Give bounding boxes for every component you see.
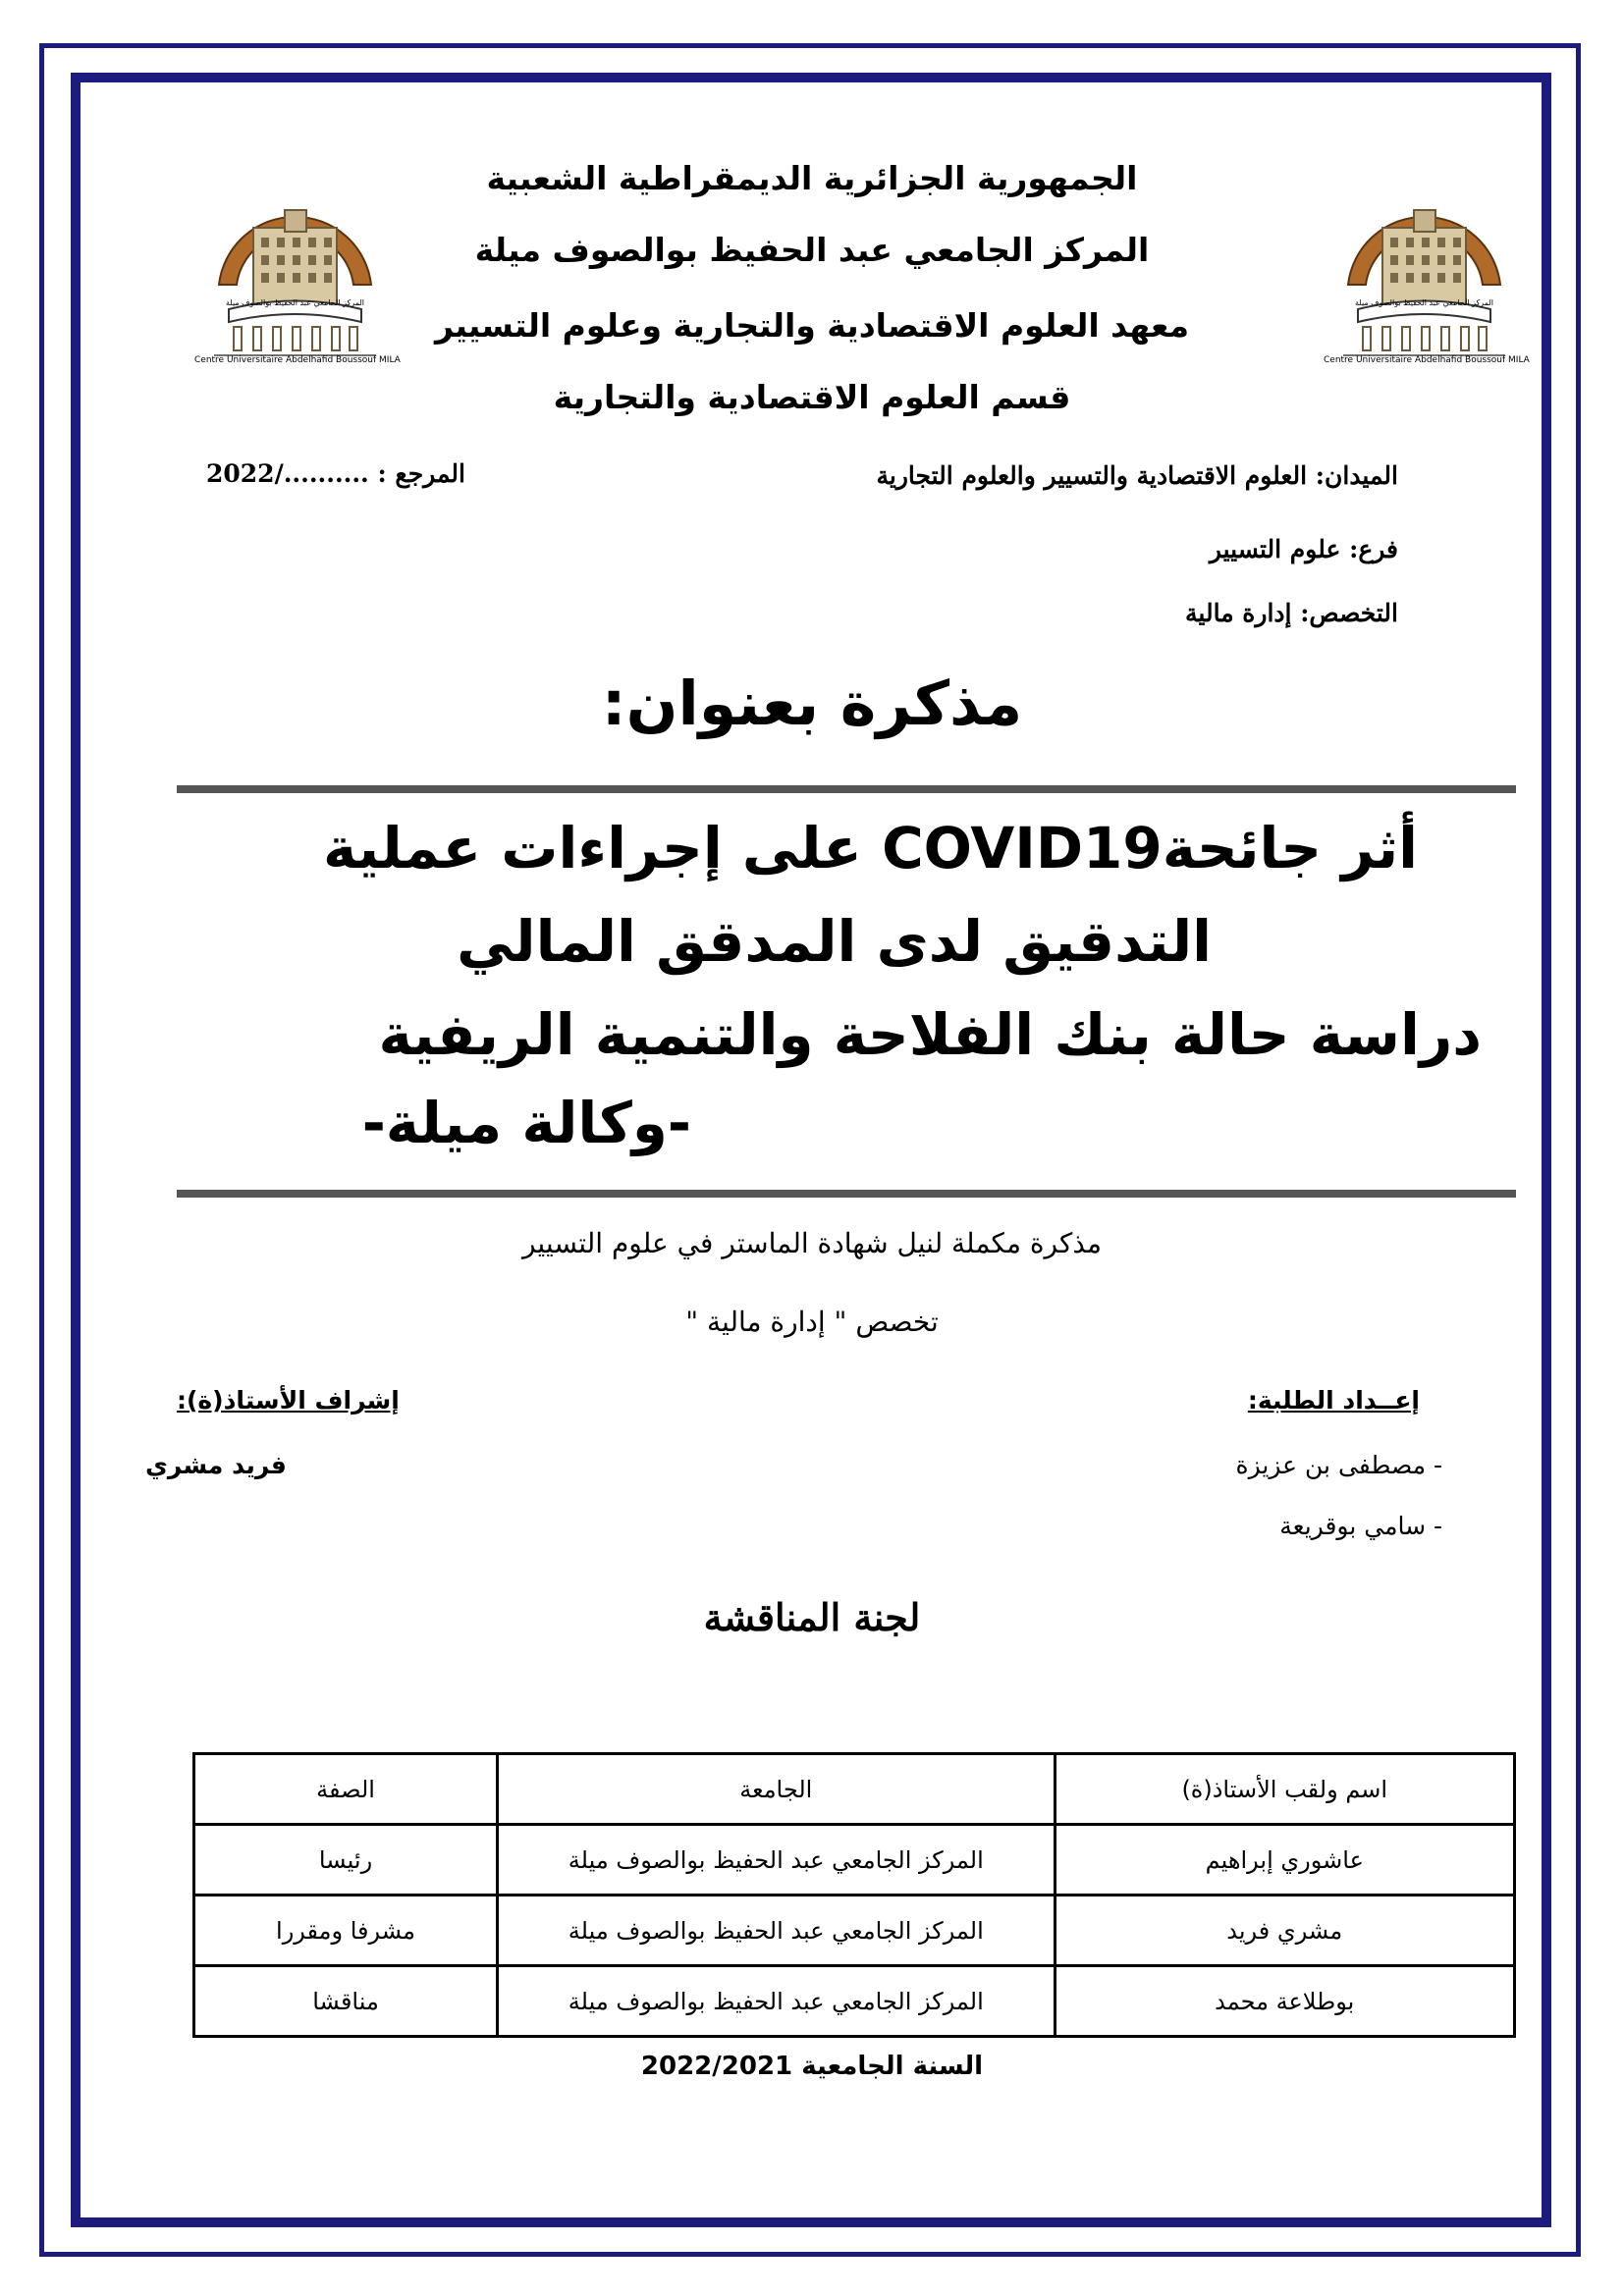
student-name: - سامي بوقريعة (1279, 1512, 1442, 1540)
cell-university: المركز الجامعي عبد الحفيظ بوالصوف ميلة (498, 1825, 1055, 1896)
cell-professor-name: عاشوري إبراهيم (1055, 1825, 1515, 1896)
title-rule-top (177, 785, 1516, 793)
supervisor-label: إشراف الأستاذ(ة): (177, 1386, 400, 1415)
logo-right-caption: Centre Universitaire Abdelhafid Boussouf MILA (1324, 355, 1530, 365)
university-logo-right (1324, 167, 1530, 368)
cell-role: رئيسا (194, 1825, 498, 1896)
cell-university: المركز الجامعي عبد الحفيظ بوالصوف ميلة (498, 1966, 1055, 2037)
cell-university: المركز الجامعي عبد الحفيظ بوالصوف ميلة (498, 1896, 1055, 1966)
university-logo-right-graphic (1324, 167, 1530, 368)
cell-professor-name: بوطلاعة محمد (1055, 1966, 1515, 2037)
complement-specialty: تخصص " إدارة مالية " (685, 1306, 939, 1338)
header-department: قسم العلوم الاقتصادية والتجارية (553, 378, 1071, 416)
committee-title: لجنة المناقشة (703, 1595, 921, 1639)
table-row (194, 1825, 1515, 1896)
jury-table-header (194, 1754, 1515, 1825)
logo-right-banner: المركز الجامعي عبد الحفيظ بوالصوف ميلة (1355, 298, 1493, 307)
logo-left-caption: Centre Universitaire Abdelhafid Boussouf MILA (194, 355, 401, 365)
meta-specialty: التخصص: إدارة مالية (1185, 599, 1398, 627)
subject-line-1: أثر جائحةCOVID19 على إجراءات عملية (323, 815, 1418, 881)
complement-degree: مذكرة مكملة لنيل شهادة الماستر في علوم التسيير (521, 1227, 1103, 1259)
header-republic: الجمهورية الجزائرية الديمقراطية الشعبية (486, 159, 1138, 197)
cell-role: مشرفا ومقررا (194, 1896, 498, 1966)
jury-table (192, 1752, 1516, 2038)
supervisor-name: فريد مشري (145, 1451, 287, 1479)
header-role: الصفة (194, 1754, 498, 1825)
students-label: إعــداد الطلبة: (1247, 1386, 1420, 1415)
academic-year: السنة الجامعية 2022/2021 (640, 2052, 984, 2081)
table-row (194, 1966, 1515, 2037)
student-name: - مصطفى بن عزيزة (1235, 1451, 1442, 1479)
subject-line-3: دراسة حالة بنك الفلاحة والتنمية الريفية (378, 1001, 1482, 1068)
university-logo-left-graphic (194, 167, 401, 368)
memo-title-label: مذكرة بعنوان: (601, 667, 1023, 739)
meta-reference: المرجع : ........../2022 (206, 459, 465, 488)
header-university: الجامعة (498, 1754, 1055, 1825)
subject-line-2: التدقيق لدى المدقق المالي (457, 908, 1212, 975)
header-center: المركز الجامعي عبد الحفيظ بوالصوف ميلة (474, 231, 1150, 269)
title-rule-bottom (177, 1190, 1516, 1198)
table-row (194, 1896, 1515, 1966)
university-logo-left (194, 167, 401, 368)
meta-field: الميدان: العلوم الاقتصادية والتسيير والعلوم التجارية (876, 461, 1398, 490)
cell-professor-name: مشري فريد (1055, 1896, 1515, 1966)
cell-role: مناقشا (194, 1966, 498, 2037)
meta-branch: فرع: علوم التسيير (1209, 535, 1398, 563)
header-institute: معهد العلوم الاقتصادية والتجارية وعلوم التسيير (434, 306, 1190, 345)
logo-left-banner: المركز الجامعي عبد الحفيظ بوالصوف ميلة (226, 298, 364, 307)
header-professor-name: اسم ولقب الأستاذ(ة) (1055, 1754, 1515, 1825)
subject-line-4: -وكالة ميلة- (361, 1090, 691, 1156)
